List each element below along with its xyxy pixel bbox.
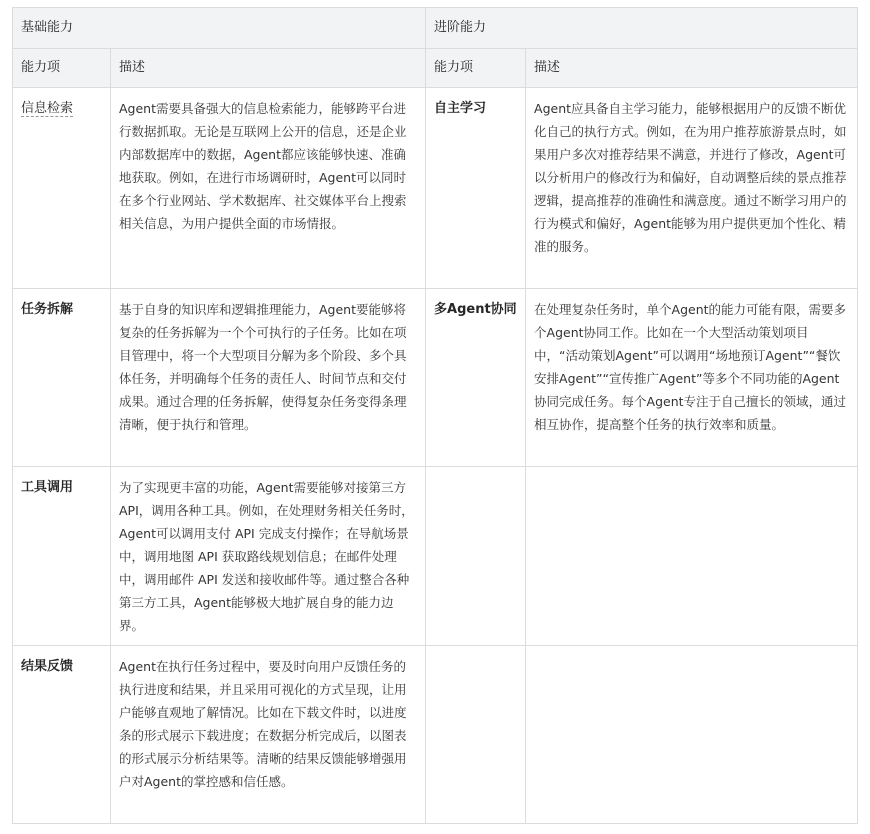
advanced-capability-cell xyxy=(426,467,526,646)
basic-description-cell: Agent需要具备强大的信息检索能力，能够跨平台进行数据抓取。无论是互联网上公开的信息，还是企业内部数据库中的数据，Agent都应该能够快速、准确地获取。例如，在进行市场调研时，Agent可以同时在多个行业网站、学术数据库、社交媒体平台上搜索相关信息，为用户提供全面的市场情报。 xyxy=(111,88,426,289)
basic-capability-cell: 任务拆解 xyxy=(13,289,111,467)
advanced-description-cell: 在处理复杂任务时，单个Agent的能力可能有限，需要多个Agent协同工作。比如在一个大型活动策划项目中，“活动策划Agent”可以调用“场地预订Agent”“餐饮安排Agent”“宣传推广Agent”等多个不同功能的Agent协同完成任务。每个Agent专注于自己擅长的领域，通过相互协作，提高整个任务的执行效率和质量。 xyxy=(526,289,858,467)
advanced-description-cell xyxy=(526,467,858,646)
advanced-capability-cell: 自主学习 xyxy=(426,88,526,289)
basic-capability-header: 能力项 xyxy=(13,49,111,88)
table-row xyxy=(13,467,858,646)
basic-description-cell: 基于自身的知识库和逻辑推理能力，Agent要能够将复杂的任务拆解为一个个可执行的子任务。比如在项目管理中，将一个大型项目分解为多个阶段、多个具体任务，并明确每个任务的责任人、时间节点和交付成果。通过合理的任务拆解，使得复杂任务变得条理清晰，便于执行和管理。 xyxy=(111,289,426,467)
basic-group-header: 基础能力 xyxy=(13,8,426,49)
basic-description-header: 描述 xyxy=(111,49,426,88)
basic-capability-cell: 结果反馈 xyxy=(13,646,111,824)
basic-description-cell: 为了实现更丰富的功能，Agent需要能够对接第三方 API，调用各种工具。例如，在处理财务相关任务时，Agent可以调用支付 API 完成支付操作；在导航场景中，调用地图 API 获取路线规划信息；在邮件处理中，调用邮件 API 发送和接收邮件等。通过整合各种第三方工具，Agent能够极大地扩展自身的能力边界。 xyxy=(111,467,426,646)
table-row xyxy=(13,646,858,824)
basic-capability-cell: 工具调用 xyxy=(13,467,111,646)
advanced-description-cell xyxy=(526,646,858,824)
column-header-row xyxy=(13,49,858,88)
advanced-capability-cell: 多Agent协同 xyxy=(426,289,526,467)
basic-description-cell: Agent在执行任务过程中，要及时向用户反馈任务的执行进度和结果，并且采用可视化的方式呈现，让用户能够直观地了解情况。比如在下载文件时，以进度条的形式展示下载进度；在数据分析完成后，以图表的形式展示分析结果等。清晰的结果反馈能够增强用户对Agent的掌控感和信任感。 xyxy=(111,646,426,824)
advanced-capability-header: 能力项 xyxy=(426,49,526,88)
advanced-group-header: 进阶能力 xyxy=(426,8,858,49)
table-row xyxy=(13,289,858,467)
group-header-row xyxy=(13,8,858,49)
capability-table xyxy=(12,7,858,824)
table-row xyxy=(13,88,858,289)
advanced-description-header: 描述 xyxy=(526,49,858,88)
basic-capability-cell xyxy=(13,88,111,289)
advanced-description-cell: Agent应具备自主学习能力，能够根据用户的反馈不断优化自己的执行方式。例如，在为用户推荐旅游景点时，如果用户多次对推荐结果不满意，并进行了修改，Agent可以分析用户的修改行为和偏好，自动调整后续的景点推荐逻辑，提高推荐的准确性和满意度。通过不断学习用户的行为模式和偏好，Agent能够为用户提供更加个性化、精准的服务。 xyxy=(526,88,858,289)
basic-capability-link[interactable]: 信息检索 xyxy=(21,101,74,116)
advanced-capability-cell xyxy=(426,646,526,824)
